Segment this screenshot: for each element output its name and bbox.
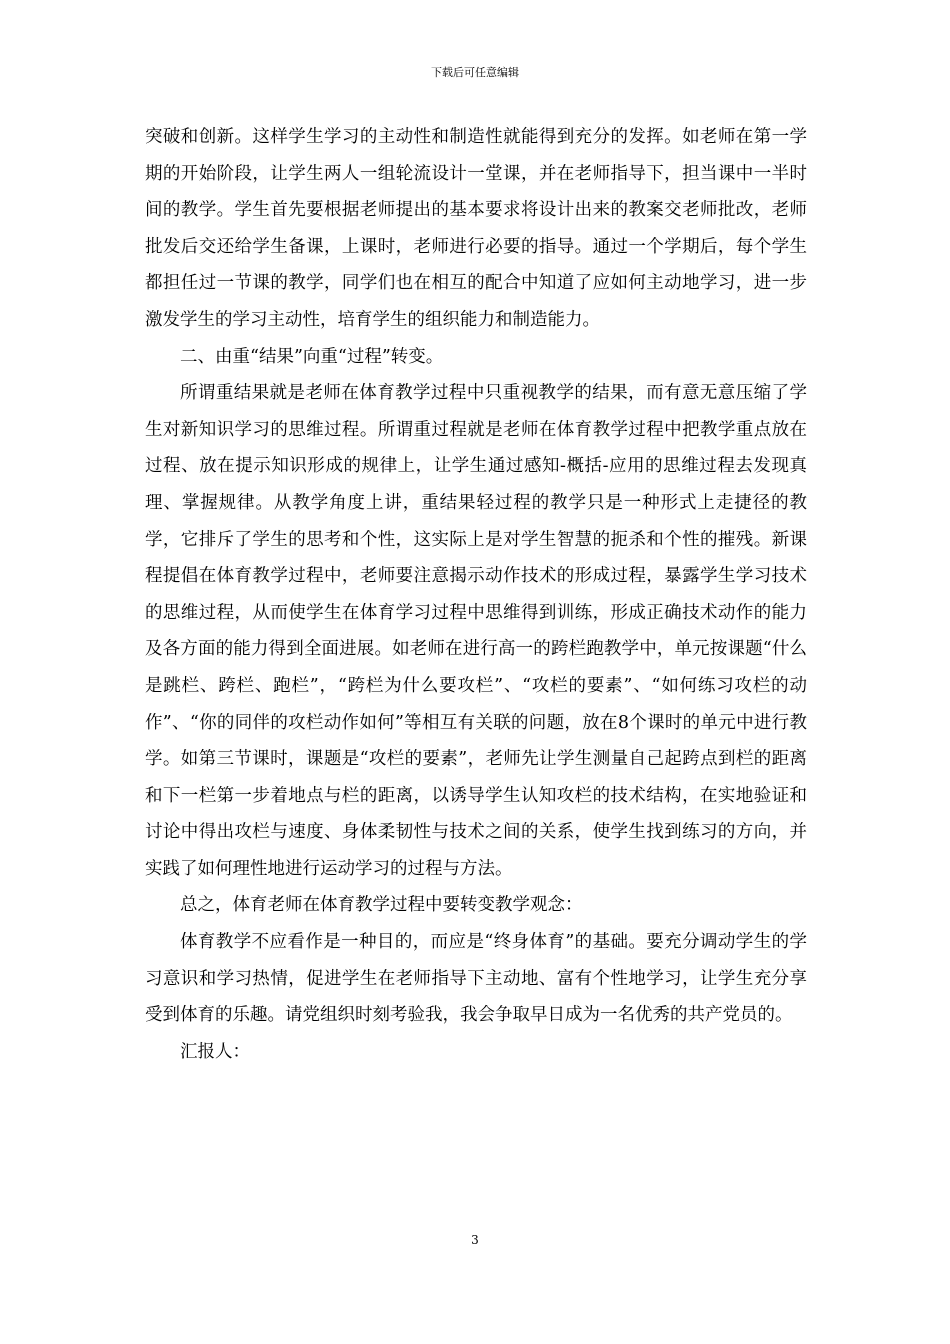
- paragraph-process: 所谓重结果就是老师在体育教学过程中只重视教学的结果，而有意无意压缩了学生对新知识学习的思维过程。所谓重过程就是老师在体育教学过程中把教学重点放在过程、放在提示知识形成的规律上，让学生通过感知-概括-应用的思维过程去发现真理、掌握规律。从教学角度上讲，重结果轻过程的教学只是一种形式上走捷径的教学，它排斥了学生的思考和个性，这实际上是对学生智慧的扼杀和个性的摧残。新课程提倡在体育教学过程中，老师要注意揭示动作技术的形成过程，暴露学生学习技术的思维过程，从而使学生在体育学习过程中思维得到训练，形成正确技术动作的能力及各方面的能力得到全面进展。如老师在进行高一的跨栏跑教学中，单元按课题“什么是跳栏、跨栏、跑栏”，“跨栏为什么要攻栏”、“攻栏的要素”、“如何练习攻栏的动作”、“你的同伴的攻栏动作如何”等相互有关联的问题，放在8个课时的单元中进行教学。如第三节课时，课题是“攻栏的要素”，老师先让学生测量自己起跨点到栏的距离和下一栏第一步着地点与栏的距离，以诱导学生认知攻栏的技术结构，在实地验证和讨论中得出攻栏与速度、身体柔韧性与技术之间的关系，使学生找到练习的方向，并实践了如何理性地进行运动学习的过程与方法。: [145, 383, 807, 879]
- paragraph-conclusion: 体育教学不应看作是一种目的，而应是“终身体育”的基础。要充分调动学生的学习意识和学习热情，促进学生在老师指导下主动地、富有个性地学习，让学生充分享受到体育的乐趣。请党组织时刻考验我，我会争取早日成为一名优秀的共产党员的。: [145, 932, 807, 1026]
- section-heading: 二、由重“结果”向重“过程”转变。: [180, 346, 444, 367]
- paragraph-summary: 总之，体育老师在体育教学过程中要转变教学观念：: [180, 895, 583, 916]
- paragraph-continuation: 突破和创新。这样学生学习的主动性和制造性就能得到充分的发挥。如老师在第一学期的开始阶段，让学生两人一组轮流设计一堂课，并在老师指导下，担当课中一半时间的教学。学生首先要根据老师提出的基本要求将设计出来的教案交老师批改，老师批发后交还给学生备课，上课时，老师进行必要的指导。通过一个学期后，每个学生都担任过一节课的教学，同学们也在相互的配合中知道了应如何主动地学习，进一步激发学生的学习主动性，培育学生的组织能力和制造能力。: [145, 127, 807, 330]
- document-body: [145, 119, 807, 1070]
- reporter-label: 汇报人：: [180, 1041, 250, 1062]
- page-header: 下载后可任意编辑: [431, 66, 519, 79]
- page-number: 3: [471, 1233, 479, 1247]
